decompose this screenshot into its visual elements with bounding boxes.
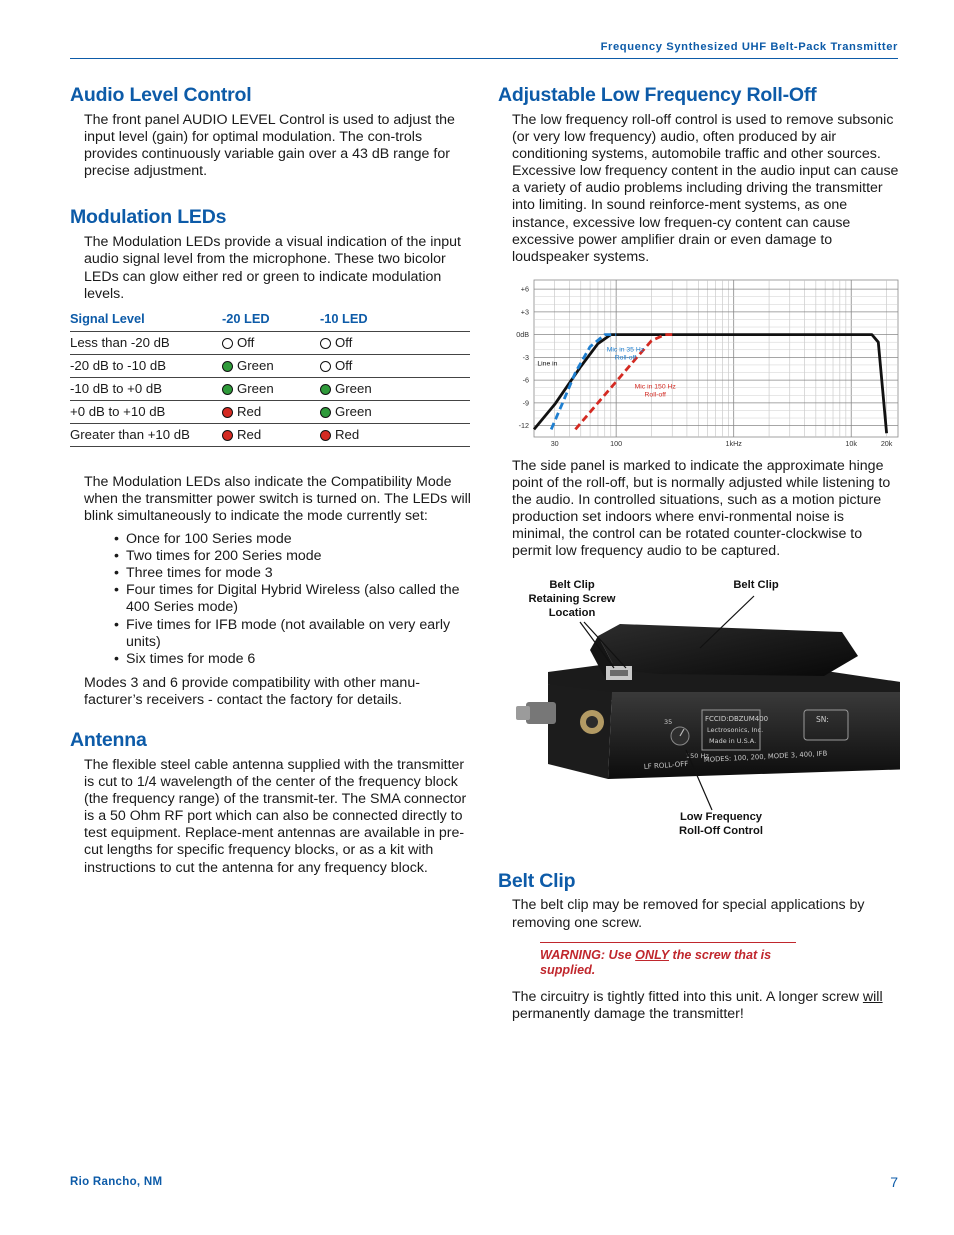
antenna-heading: Antenna — [70, 728, 147, 751]
callout-screw-line-2: Retaining Screw — [528, 593, 616, 606]
callout-lf-line-1: Low Frequency — [679, 811, 763, 824]
led-indicator-icon — [222, 407, 233, 418]
final-pre: The circuitry is tightly fitted into this unit. A longer screw — [512, 988, 863, 1005]
running-header: Frequency Synthesized UHF Belt-Pack Transmitter — [600, 41, 898, 53]
right-column — [498, 82, 900, 1023]
transmitter-photo — [498, 574, 900, 842]
led-table-header-row — [70, 311, 470, 332]
belt-clip-final — [512, 989, 900, 1023]
led-state-label: Red — [335, 427, 360, 443]
col-signal-level: Signal Level — [70, 311, 222, 332]
led-indicator-icon — [222, 361, 233, 372]
chart-y-tick-label: -6 — [522, 375, 529, 385]
knob-label-150: 150 Hz — [686, 752, 709, 761]
chart-x-tick-label: 10k — [845, 438, 858, 448]
led-indicator-icon — [320, 430, 331, 441]
modes-label: MODES: 100, 200, MODE 3, 400, IFB — [703, 749, 828, 765]
chart-x-tick-label: 1kHz — [725, 438, 742, 448]
chart-annotation: Line in — [537, 360, 558, 368]
final-post: permanently damage the transmitter! — [512, 1005, 744, 1022]
modulation-intro: The Modulation LEDs provide a visual indication of the input audio signal level from the microphone. These two bicolor LEDs can glow either red or green to indicate modulation levels. — [84, 234, 461, 302]
mode-list-item — [114, 650, 472, 668]
rolloff-after-chart: The side panel is marked to indicate the approximate hinge point of the roll-off, but is normally adjusted while listening to the audio. In controlled situations, such as a motion picture production set indoors where envi-ronmental noise is minimal, the control can be rotated counter-clockwise to permit low frequency audio to be captured. — [512, 457, 891, 560]
mode-text: Two times for 200 Series mode — [126, 548, 322, 565]
rolloff-heading: Adjustable Low Frequency Roll-Off — [498, 84, 817, 106]
chart-annotation: Roll-off — [614, 354, 637, 362]
bullet-icon: • — [114, 531, 119, 548]
mode-list-item — [114, 616, 472, 651]
antenna-connector — [526, 702, 556, 724]
chart-y-tick-label: -12 — [518, 420, 529, 430]
final-will: will — [862, 988, 883, 1005]
led-20-cell — [222, 331, 320, 354]
led-state-label: Red — [237, 404, 262, 420]
led-state-label: Green — [335, 404, 372, 420]
led-table-row — [70, 423, 470, 446]
led-indicator-icon — [320, 338, 331, 349]
knob-label-lf: LF ROLL-OFF — [643, 760, 689, 772]
plate-line-3: Made in U.S.A. — [709, 737, 757, 746]
mode-text: Three times for mode 3 — [126, 565, 273, 582]
sn-label: SN: — [816, 715, 829, 725]
warning-post: the screw that is supplied. — [540, 947, 772, 978]
led-table-body — [70, 331, 470, 446]
knob-label-35: 35 — [664, 718, 673, 727]
led-table-row — [70, 331, 470, 354]
audio-level-body: The front panel AUDIO LEVEL Control is used to adjust the input level (gain) for optimal modulation. The con-trols provides continuously variable gain over a 43 dB range for precise adjustment. — [84, 112, 455, 180]
mode-text: Five times for IFB mode (not available on very early units) — [126, 616, 451, 650]
modes-list — [114, 531, 472, 668]
col-10-led: -10 LED — [320, 311, 470, 332]
header-rule — [70, 58, 898, 59]
bullet-icon: • — [114, 582, 119, 599]
led-state-label: Red — [237, 427, 262, 443]
modes-note: Modes 3 and 6 provide compatibility with other manu-facturer’s receivers - contact the factory for details. — [84, 674, 420, 708]
callout-lf-control — [658, 810, 784, 838]
signal-level-cell: -10 dB to +0 dB — [70, 377, 222, 400]
callout-retaining-screw — [506, 578, 638, 620]
belt-clip-part — [598, 624, 858, 676]
led-10-cell — [320, 423, 470, 446]
chart-annotation: Mic in 35 Hz — [606, 346, 645, 354]
warning-only: ONLY — [635, 947, 669, 962]
led-20-cell — [222, 423, 320, 446]
signal-level-cell: Less than -20 dB — [70, 331, 222, 354]
warning-box — [540, 942, 796, 979]
page-number: 7 — [890, 1174, 898, 1190]
chart-annotation: Mic in 150 Hz — [634, 383, 676, 391]
mode-text: Four times for Digital Hybrid Wireless (also called the 400 Series mode) — [126, 582, 460, 616]
chart-annotation: Roll-off — [644, 391, 666, 399]
audio-level-heading: Audio Level Control — [70, 84, 252, 106]
chart-y-tick-label: -3 — [522, 352, 529, 362]
led-10-cell — [320, 354, 470, 377]
led-10-cell — [320, 331, 470, 354]
led-indicator-icon — [320, 384, 331, 395]
mode-list-item — [114, 531, 472, 548]
led-state-label: Green — [335, 381, 372, 397]
led-indicator-icon — [222, 338, 233, 349]
signal-level-cell: +0 dB to +10 dB — [70, 400, 222, 423]
led-state-label: Green — [237, 358, 274, 374]
led-table-row — [70, 354, 470, 377]
led-indicator-icon — [320, 407, 331, 418]
chart-x-tick-label: 30 — [550, 438, 559, 448]
chart-x-tick-label: 20k — [880, 438, 893, 448]
signal-level-cell: Greater than +10 dB — [70, 423, 222, 446]
rolloff-body: The low frequency roll-off control is used to remove subsonic (or very low frequency) audio, often produced by air conditioning systems, automobile traffic and other sources. Excessive low frequency content in the audio input can cause a variety of audio problems including driving the transmitter into limiting. In sound reinforce-ment systems, as one instance, excessive low frequen-cy content can cause excessive power amplifier drain or even damage to loudspeaker systems. — [512, 112, 899, 265]
modulation-heading: Modulation LEDs — [70, 206, 227, 229]
led-20-cell — [222, 400, 320, 423]
chart-y-tick-label: +3 — [520, 307, 529, 317]
belt-clip-body: The belt clip may be removed for special applications by removing one screw. — [512, 897, 865, 931]
mode-list-item — [114, 565, 472, 582]
led-10-cell — [320, 377, 470, 400]
bullet-icon: • — [114, 616, 119, 633]
led-indicator-icon — [222, 384, 233, 395]
callout-screw-line-3: Location — [548, 607, 596, 620]
led-20-cell — [222, 354, 320, 377]
led-indicator-icon — [320, 361, 331, 372]
chart-plot-area — [534, 280, 898, 437]
plate-line-1: FCCID:DBZUM400 — [705, 715, 769, 724]
transmitter-end-face — [548, 684, 612, 779]
chart-y-tick-label: +6 — [520, 284, 529, 294]
led-indicator-icon — [222, 430, 233, 441]
col-20-led: -20 LED — [222, 311, 320, 332]
callout-screw-line-1: Belt Clip — [549, 579, 595, 592]
chart-y-tick-label: 0dB — [516, 329, 529, 339]
mode-list-item — [114, 582, 472, 616]
antenna-body: The flexible steel cable antenna supplied with the transmitter is cut to 1/4 wavelength of the center of the frequency block (the frequency range) of the transmit-ter. The SMA connector is a 50 Ohm RF port which can also be connected directly to test equipment. Replace-ment antennas are available in pre-cut lengths for specific frequency blocks, or as a kit with instructions to cut the antenna for any frequency block. — [84, 756, 467, 876]
chart-x-tick-label: 100 — [610, 438, 623, 448]
bullet-icon: • — [114, 548, 119, 565]
callout-lf-line-2: Roll-Off Control — [679, 825, 763, 838]
footer-location: Rio Rancho, NM — [70, 1176, 163, 1188]
bullet-icon: • — [114, 565, 119, 582]
rolloff-chart-svg — [512, 274, 902, 454]
led-20-cell — [222, 377, 320, 400]
led-table-row — [70, 400, 470, 423]
led-state-label: Green — [237, 381, 274, 397]
rolloff-chart — [512, 274, 902, 454]
led-table — [70, 311, 470, 447]
callout-belt-clip: Belt Clip — [733, 579, 779, 592]
led-state-label: Off — [335, 335, 353, 351]
chart-y-tick-label: -9 — [522, 398, 529, 408]
warning-pre: WARNING: Use — [540, 947, 636, 962]
led-10-cell — [320, 400, 470, 423]
led-state-label: Off — [237, 335, 255, 351]
led-state-label: Off — [335, 358, 353, 374]
mode-text: Six times for mode 6 — [126, 650, 256, 667]
led-table-row — [70, 377, 470, 400]
plate-line-2: Lectrosonics, Inc. — [707, 726, 764, 735]
belt-clip-heading: Belt Clip — [498, 870, 576, 893]
bullet-icon: • — [114, 650, 119, 667]
mode-text: Once for 100 Series mode — [126, 531, 292, 548]
signal-level-cell: -20 dB to -10 dB — [70, 354, 222, 377]
left-column — [70, 82, 472, 877]
mode-list-item — [114, 548, 472, 565]
compat-body: The Modulation LEDs also indicate the Compatibility Mode when the transmitter power switch is turned on. The LEDs will blink simultaneously to indicate the mode currently set: — [84, 473, 471, 524]
